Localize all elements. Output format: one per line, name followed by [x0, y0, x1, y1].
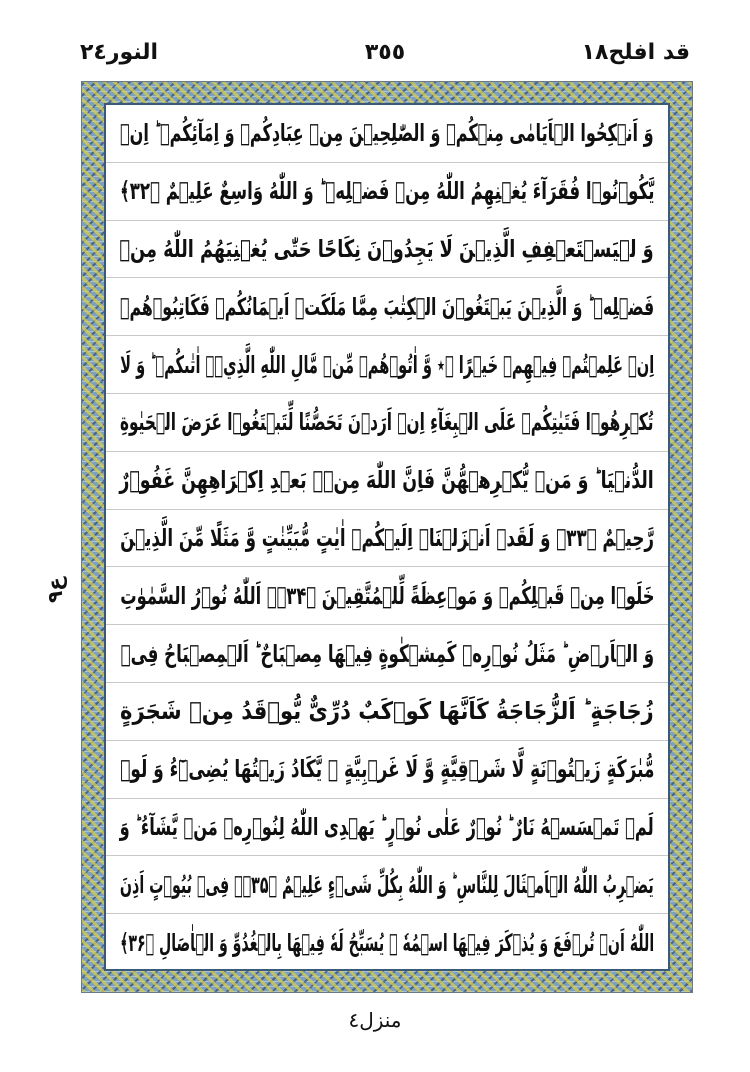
page-number: ٣٥٥ [364, 40, 406, 65]
juz-name: قد افلح١٨ [581, 40, 690, 65]
verse-line: اِنۡ عَلِمۡتُمۡ فِيۡهِمۡ خَيۡرًا ۖ٭ وَّ اٰتُوۡهُمۡ مِّنۡ مَّالِ اللّٰهِ الَّذِيۡۤ اٰتٰىكُمۡ ؕ وَ لَا [106, 336, 668, 394]
ruku-marker: ع٩ [42, 577, 67, 603]
verse-line: زُجَاجَةٍ ؕ اَلزُّجَاجَةُ كَاَنَّهَا كَوۡكَبٌ دُرِّىٌّ يُّوۡقَدُ مِنۡ شَجَرَةٍ [106, 683, 668, 741]
text-area [104, 103, 670, 971]
verse-line: رَّحِيۡمٌ ﴿۳۳﴾ وَ لَقَدۡ اَنۡزَلۡنَاۤ اِلَيۡكُمۡ اٰيٰتٍ مُّبَيِّنٰتٍ وَّ مَثَلًا مِّنَ الَّذِيۡنَ [106, 510, 668, 568]
verse-line: اللّٰهُ اَنۡ تُرۡفَعَ وَ يُذۡكَرَ فِيۡهَا اسۡمُهٗ ۙ يُسَبِّحُ لَهٗ فِيۡهَا بِالۡغُدُوِّ وَ الۡاٰصَالِ ﴿۳۶﴾ [119, 929, 655, 958]
surah-name: النور٢٤ [80, 40, 159, 65]
verse-line: فَضۡلِهٖ ؕ وَ الَّذِيۡنَ يَبۡتَغُوۡنَ الۡكِتٰبَ مِمَّا مَلَكَتۡ اَيۡمَانُكُمۡ فَكَاتِبُوۡهُمۡ [106, 278, 668, 336]
verse-line: يَضۡرِبُ اللّٰهُ الۡاَمۡثَالَ لِلنَّاسِ ؕ وَ اللّٰهُ بِكُلِّ شَىۡءٍ عَلِيۡمٌ ﴿۳۵﴾ۙ فِىۡ بُيُوۡتٍ اَذِنَ [106, 856, 668, 914]
verse-line: الدُّنۡيَا ؕ وَ مَنۡ يُّكۡرِهۡهُّنَّ فَاِنَّ اللّٰهَ مِنۡۢ بَعۡدِ اِكۡرَاهِهِنَّ غَفُوۡرٌ [106, 452, 668, 510]
verse-line: وَ اَنۡكِحُوا الۡاَيَامٰى مِنۡكُمۡ وَ الصّٰلِحِيۡنَ مِنۡ عِبَادِكُمۡ وَ اِمَآئِكُمۡ ؕ اِنۡ [106, 105, 668, 163]
verse-line: لَمۡ تَمۡسَسۡهُ نَارٌ ؕ نُوۡرٌ عَلٰى نُوۡرٍ ؕ يَهۡدِى اللّٰهُ لِنُوۡرِهٖ مَنۡ يَّشَآءُ ؕ وَ [106, 799, 668, 857]
verse-line: خَلَوۡا مِنۡ قَبۡلِكُمۡ وَ مَوۡعِظَةً لِّلۡمُتَّقِيۡنَ ﴿۳۴﴾ؑ اَللّٰهُ نُوۡرُ السَّمٰوٰتِ [106, 567, 668, 625]
verse-line: مُّبٰرَكَةٍ زَيۡتُوۡنَةٍ لَّا شَرۡقِيَّةٍ وَّ لَا غَرۡبِيَّةٍ ۙ يَّكَادُ زَيۡتُهَا يُضِىۡٓءُ وَ لَوۡ [106, 741, 668, 799]
verse-line: وَ لۡيَسۡتَعۡفِفِ الَّذِيۡنَ لَا يَجِدُوۡنَ نِكَاحًا حَتّٰى يُغۡنِيَهُمُ اللّٰهُ مِنۡ [106, 221, 668, 279]
verse-line: وَ الۡاَرۡضِ ؕ مَثَلُ نُوۡرِهٖ كَمِشۡكٰوةٍ فِيۡهَا مِصۡبَاحٌ ؕ اَلۡمِصۡبَاحُ فِىۡ [106, 625, 668, 683]
page-header [80, 40, 690, 76]
verse-line: تُكۡرِهُوۡا فَتَيٰتِكُمۡ عَلَى الۡبِغَآءِ اِنۡ اَرَدۡنَ تَحَصُّنًا لِّتَبۡتَغُوۡا عَرَضَ الۡحَيٰوةِ [106, 394, 668, 452]
verse-line: يَّكُوۡنُوۡا فُقَرَآءَ يُغۡنِهِمُ اللّٰهُ مِنۡ فَضۡلِهٖ ؕ وَ اللّٰهُ وَاسِعٌ عَلِيۡمٌ ﴿۳۲﴾ [106, 163, 668, 221]
manzil-footer: منزل٤ [348, 1008, 402, 1032]
